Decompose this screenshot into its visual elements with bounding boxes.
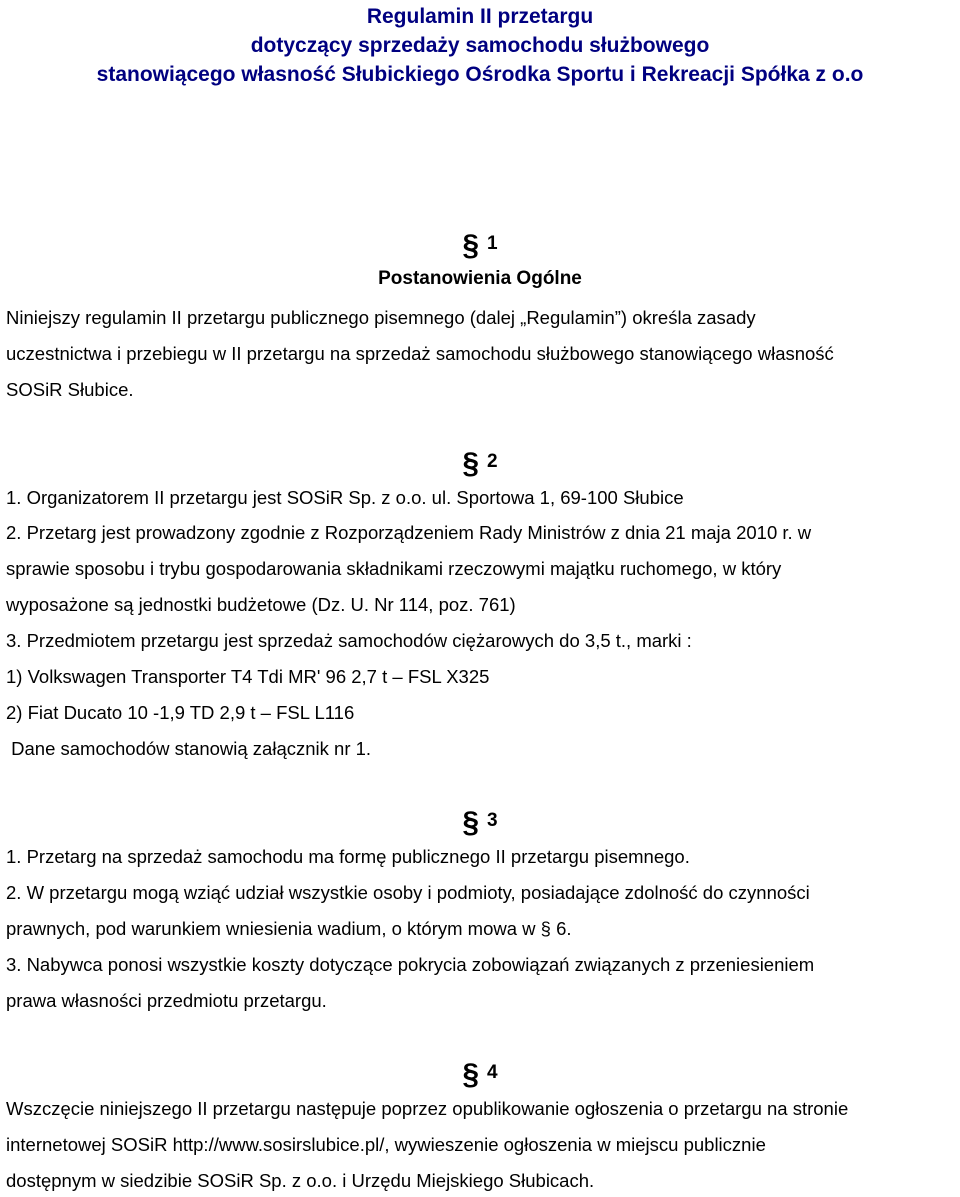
section-3-line-3: prawnych, pod warunkiem wniesienia wadium, o którym mowa w § 6. <box>6 918 572 939</box>
section-2-line-7: 2) Fiat Ducato 10 -1,9 TD 2,9 t – FSL L116 <box>6 702 355 723</box>
header-line-1: Regulamin II przetargu <box>366 5 594 28</box>
section-symbol: § <box>462 806 480 839</box>
section-2-line-2: 2. Przetarg jest prowadzony zgodnie z Rozporządzeniem Rady Ministrów z dnia 21 maja 2010 r. w <box>6 522 812 543</box>
section-3-heading <box>0 806 960 840</box>
section-1-heading <box>0 229 960 263</box>
section-3-line-5: prawa własności przedmiotu przetargu. <box>6 990 327 1011</box>
section-2-line-8: Dane samochodów stanowią załącznik nr 1. <box>6 738 372 759</box>
section-2-line-3: sprawie sposobu i trybu gospodarowania składnikami rzeczowymi majątku ruchomego, w który <box>6 558 782 579</box>
section-symbol: § <box>462 1058 480 1091</box>
section-4-line-3: dostępnym w siedzibie SOSiR Sp. z o.o. i Urzędu Miejskiego Słubicach. <box>6 1170 595 1191</box>
section-2-line-6: 1) Volkswagen Transporter T4 Tdi MR' 96 2,7 t – FSL X325 <box>6 666 490 687</box>
section-number: 1 <box>487 233 498 254</box>
header-line-3: stanowiącego własność Słubickiego Ośrodka Sportu i Rekreacji Spółka z o.o <box>96 63 864 86</box>
section-2-heading <box>0 447 960 481</box>
section-number: 3 <box>487 810 498 831</box>
section-1-title: Postanowienia Ogólne <box>378 268 582 289</box>
section-3-line-4: 3. Nabywca ponosi wszystkie koszty dotyczące pokrycia zobowiązań związanych z przeniesieniem <box>6 954 815 975</box>
section-number: 4 <box>487 1062 498 1083</box>
section-4-line-2: internetowej SOSiR http://www.sosirslubice.pl/, wywieszenie ogłoszenia w miejscu publicznie <box>6 1134 766 1155</box>
header-line-2: dotyczący sprzedaży samochodu służbowego <box>250 34 710 57</box>
section-4-heading <box>0 1058 960 1092</box>
section-4-line-1: Wszczęcie niniejszego II przetargu następuje poprzez opublikowanie ogłoszenia o przetargu na stronie <box>6 1098 849 1119</box>
section-symbol: § <box>462 447 480 480</box>
section-1-line-3: SOSiR Słubice. <box>6 379 134 400</box>
section-symbol: § <box>462 229 480 262</box>
section-2-line-5: 3. Przedmiotem przetargu jest sprzedaż samochodów ciężarowych do 3,5 t., marki : <box>6 630 692 651</box>
section-1-line-1: Niniejszy regulamin II przetargu publicznego pisemnego (dalej „Regulamin”) określa zasady <box>6 307 756 328</box>
section-2-line-1: 1. Organizatorem II przetargu jest SOSiR Sp. z o.o. ul. Sportowa 1, 69-100 Słubice <box>6 487 684 508</box>
section-number: 2 <box>487 451 498 472</box>
section-2-line-4: wyposażone są jednostki budżetowe (Dz. U. Nr 114, poz. 761) <box>6 594 516 615</box>
section-1-line-2: uczestnictwa i przebiegu w II przetargu na sprzedaż samochodu służbowego stanowiącego własność <box>6 343 834 364</box>
section-3-line-2: 2. W przetargu mogą wziąć udział wszystkie osoby i podmioty, posiadające zdolność do czynności <box>6 882 810 903</box>
section-3-line-1: 1. Przetarg na sprzedaż samochodu ma formę publicznego II przetargu pisemnego. <box>6 846 690 867</box>
